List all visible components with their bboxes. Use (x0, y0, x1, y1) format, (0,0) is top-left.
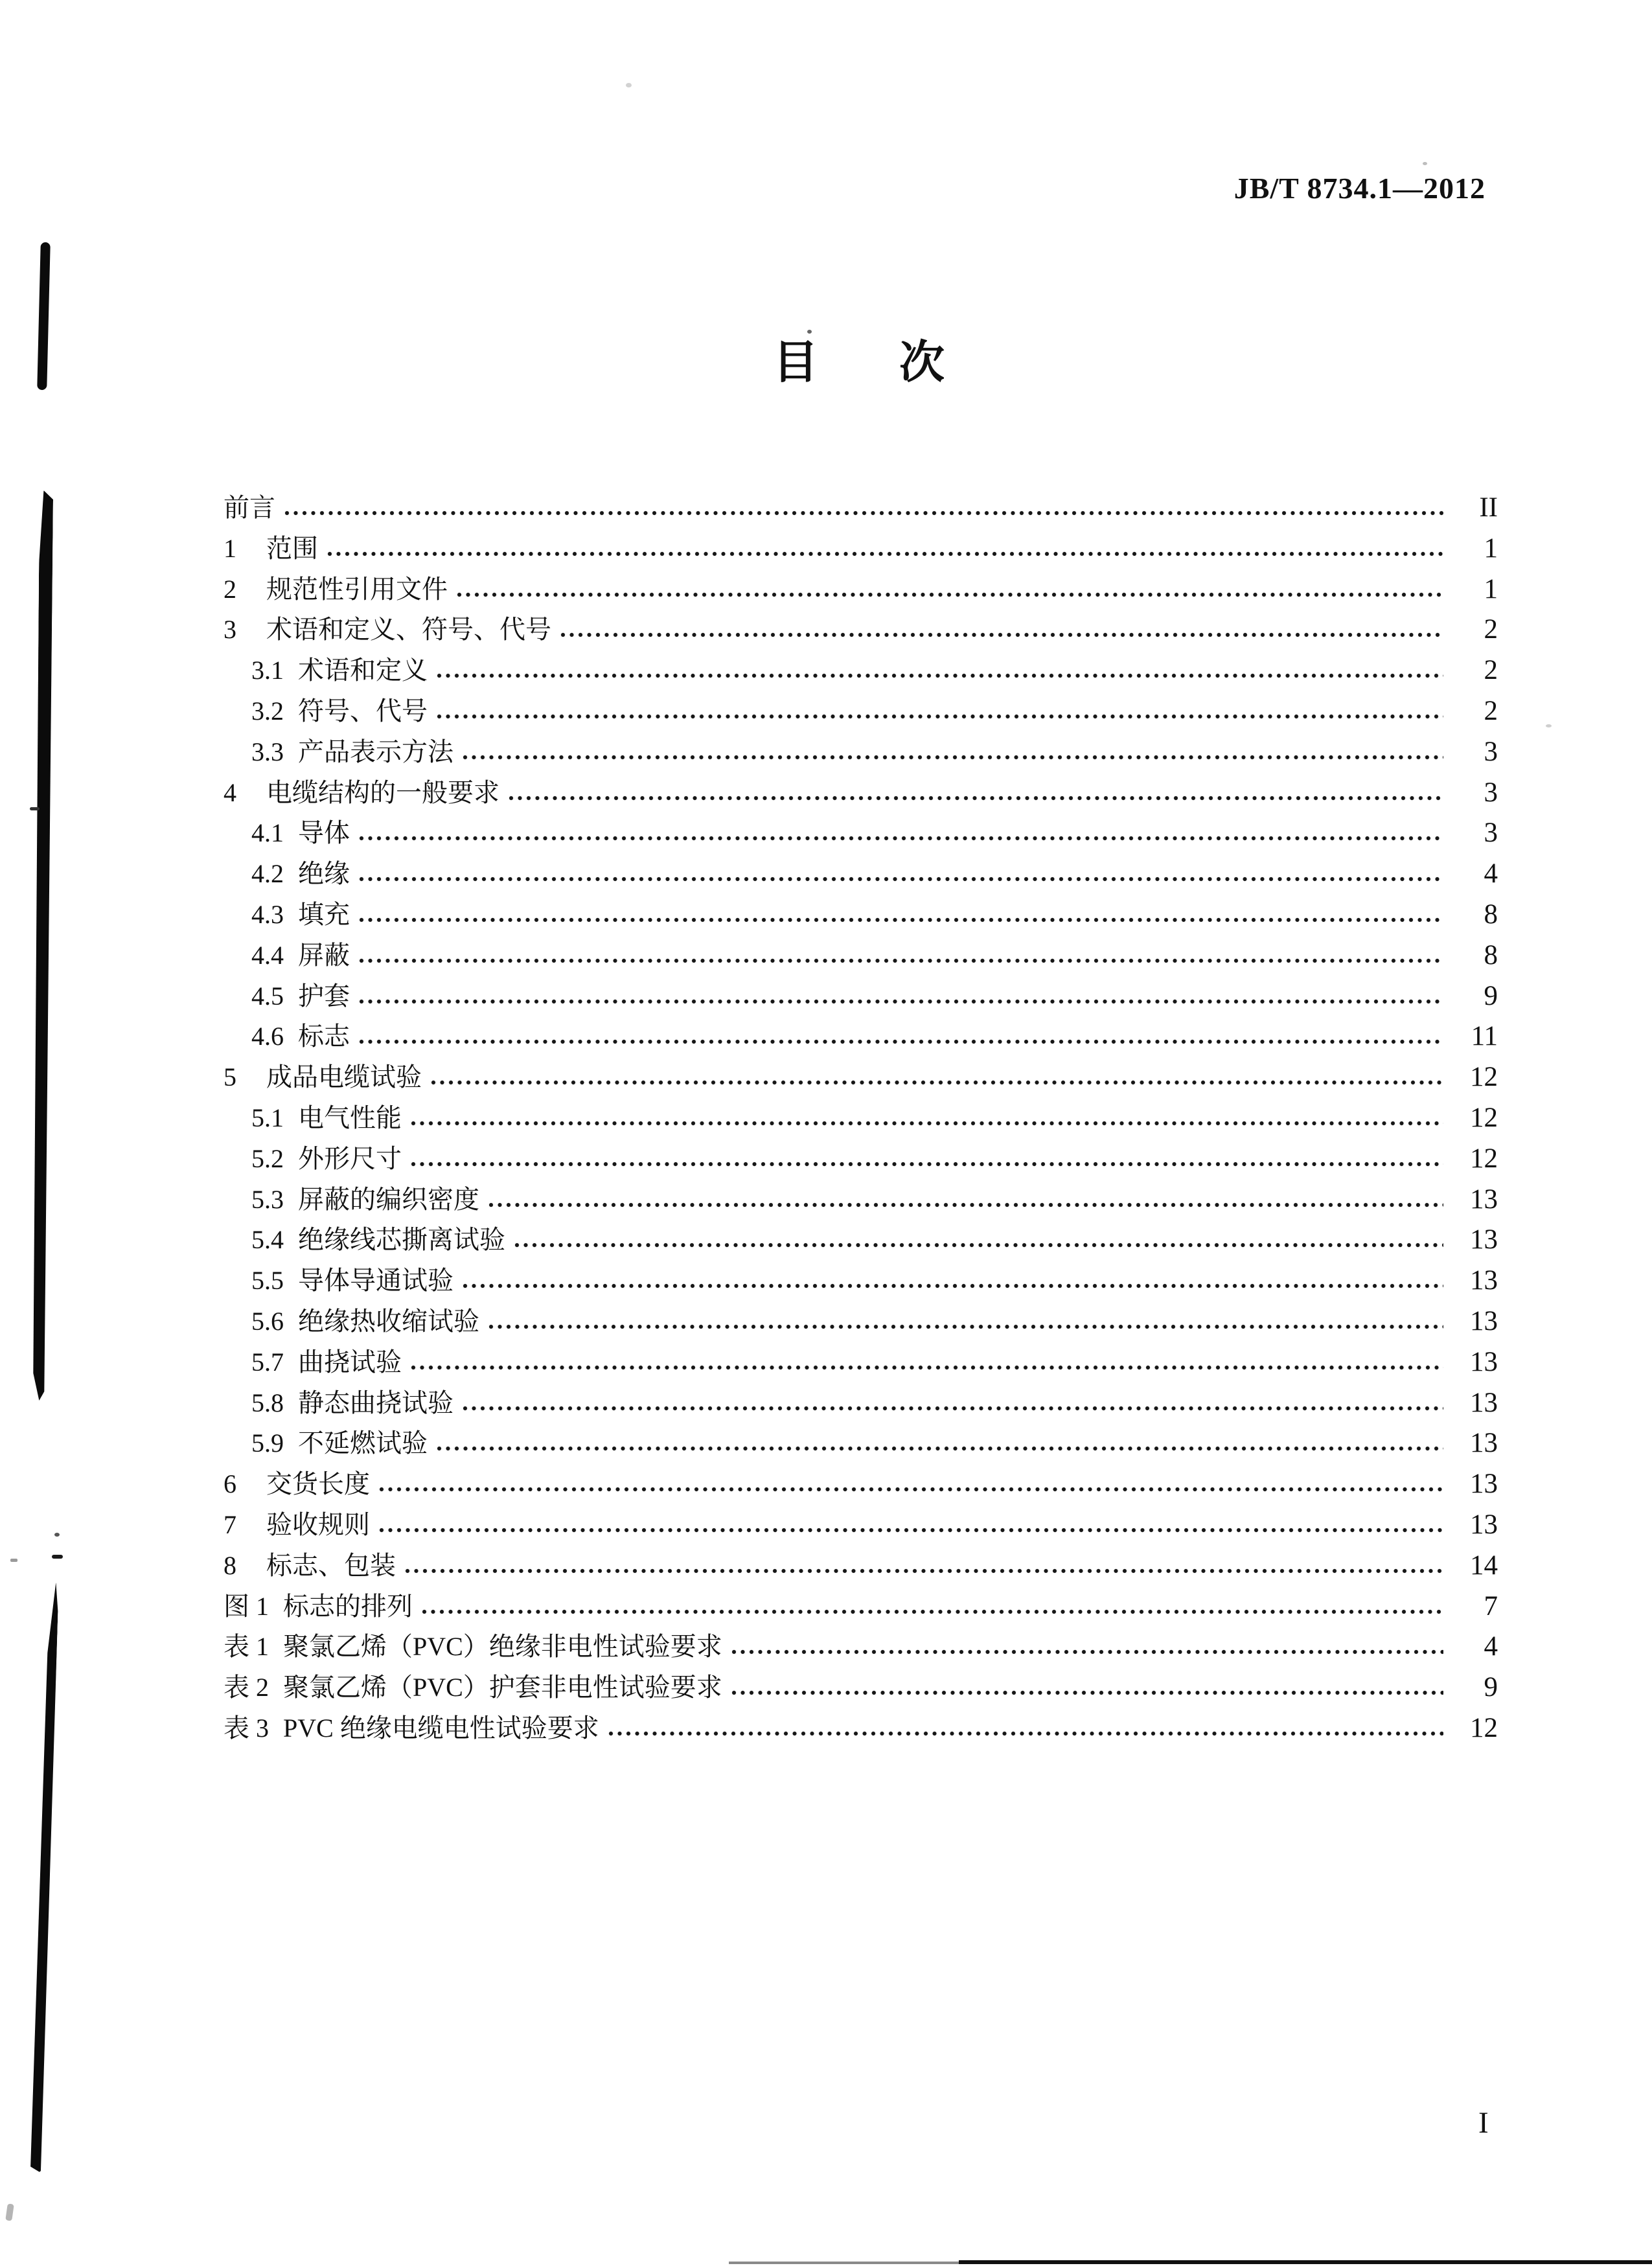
toc-entry (0, 1463, 1498, 1504)
toc-entry (0, 1423, 1498, 1463)
dot-leader (359, 998, 1443, 1005)
toc-entry (0, 731, 1498, 772)
toc-entry (0, 772, 1498, 813)
dot-leader (359, 876, 1443, 882)
toc-entry-label: PVC 绝缘电缆电性试验要求 (283, 1713, 599, 1743)
dot-leader (608, 1730, 1443, 1737)
toc-entry-page-number: 2 (1484, 614, 1498, 645)
toc-entry-label: 前言 (224, 493, 275, 522)
toc-entry (0, 569, 1498, 610)
toc-entry-page-number: 4 (1484, 1631, 1498, 1662)
toc-entry-label: 范围 (266, 533, 318, 563)
toc-entry-page-number: 2 (1484, 695, 1498, 726)
dot-leader (405, 1568, 1443, 1574)
table-of-contents (0, 487, 1498, 1748)
toc-entry-number: 5.9 (251, 1428, 284, 1458)
toc-entry-page-number: 12 (1470, 1712, 1498, 1743)
toc-entry-page-number: 4 (1484, 858, 1498, 889)
dot-leader (731, 1649, 1443, 1655)
dot-leader (411, 1364, 1443, 1371)
toc-entry (0, 935, 1498, 976)
toc-entry-number: 3.3 (251, 737, 284, 766)
dot-leader (437, 672, 1443, 679)
scan-speck (1423, 162, 1427, 165)
toc-entry (0, 609, 1498, 650)
toc-entry-label: 导体 (298, 818, 350, 848)
toc-entry-number: 表 2 (224, 1673, 269, 1702)
toc-entry-page-number: 7 (1484, 1590, 1498, 1621)
toc-entry-number: 1 (224, 533, 236, 563)
toc-entry (0, 976, 1498, 1016)
toc-entry-number: 3.2 (251, 696, 284, 726)
toc-entry-page-number: II (1479, 492, 1498, 523)
toc-entry-label: 绝缘 (298, 859, 350, 889)
toc-entry-page-number: 9 (1484, 1672, 1498, 1703)
toc-entry-page-number: 13 (1470, 1184, 1498, 1215)
scan-speck (807, 330, 812, 334)
toc-entry-number: 4.4 (251, 940, 284, 970)
toc-entry (0, 1626, 1498, 1667)
toc-entry (0, 1667, 1498, 1708)
dot-leader (359, 1038, 1443, 1045)
toc-entry-page-number: 3 (1484, 777, 1498, 808)
toc-entry-number: 5.2 (251, 1143, 284, 1173)
scan-ink-streak (37, 242, 51, 390)
dot-leader (488, 1202, 1443, 1208)
toc-entry-number: 3 (224, 615, 236, 645)
toc-entry-label: 填充 (298, 899, 350, 929)
toc-entry-label: 绝缘热收缩试验 (298, 1306, 479, 1336)
toc-entry-page-number: 9 (1484, 980, 1498, 1011)
toc-entry-page-number: 13 (1470, 1428, 1498, 1459)
scan-ink-mark (52, 1555, 63, 1559)
toc-entry-label: 曲挠试验 (298, 1347, 402, 1377)
page-title (773, 338, 945, 388)
toc-entry (0, 1382, 1498, 1423)
toc-entry-label: 术语和定义 (298, 656, 428, 685)
toc-entry-number: 表 3 (224, 1713, 269, 1743)
toc-entry-label: 绝缘线芯撕离试验 (298, 1225, 505, 1255)
toc-entry-label: 成品电缆试验 (266, 1062, 422, 1092)
toc-entry-label: 外形尺寸 (298, 1143, 402, 1173)
toc-entry-page-number: 1 (1484, 533, 1498, 564)
toc-entry-number: 2 (224, 574, 236, 604)
dot-leader (379, 1527, 1443, 1533)
scan-edge-line (729, 2262, 961, 2264)
toc-entry-label: 聚氯乙烯（PVC）护套非电性试验要求 (283, 1673, 722, 1702)
toc-entry-page-number: 13 (1470, 1265, 1498, 1296)
toc-entry (0, 1708, 1498, 1748)
standard-number: JB/T 8734.1—2012 (1233, 172, 1486, 205)
toc-entry-number: 图 1 (224, 1591, 269, 1621)
toc-entry-number: 5.6 (251, 1306, 284, 1336)
toc-entry-number: 4.1 (251, 818, 284, 848)
page-title-char-2: 次 (899, 338, 945, 388)
dot-leader (359, 835, 1443, 842)
scan-speck (626, 83, 632, 87)
toc-entry-page-number: 14 (1470, 1550, 1498, 1581)
toc-entry (0, 1219, 1498, 1260)
dot-leader (437, 1445, 1443, 1452)
dot-leader (379, 1486, 1443, 1493)
dot-leader (437, 713, 1443, 720)
toc-entry-number: 4.3 (251, 899, 284, 929)
toc-entry-label: 静态曲挠试验 (298, 1388, 453, 1417)
toc-entry-page-number: 13 (1470, 1387, 1498, 1418)
toc-entry-number: 4 (224, 777, 236, 807)
toc-entry-page-number: 8 (1484, 899, 1498, 930)
scan-edge-line (959, 2260, 1652, 2264)
toc-entry (0, 894, 1498, 935)
toc-entry (0, 1138, 1498, 1179)
dot-leader (457, 591, 1443, 598)
toc-entry (0, 1545, 1498, 1586)
toc-entry-label: 规范性引用文件 (266, 574, 448, 604)
toc-entry-page-number: 12 (1470, 1062, 1498, 1093)
toc-entry-page-number: 12 (1470, 1102, 1498, 1133)
toc-entry (0, 1057, 1498, 1097)
toc-entry-label: 术语和定义、符号、代号 (266, 615, 551, 645)
toc-entry-number: 4.5 (251, 981, 284, 1011)
toc-entry-page-number: 11 (1471, 1021, 1498, 1052)
scan-speck (1546, 724, 1552, 727)
toc-entry-number: 4.2 (251, 859, 284, 889)
scan-ink-mark (30, 807, 40, 810)
toc-entry-label: 屏蔽 (298, 940, 350, 970)
toc-entry-page-number: 13 (1470, 1305, 1498, 1336)
toc-entry-label: 电缆结构的一般要求 (266, 777, 499, 807)
dot-leader (488, 1323, 1443, 1330)
scan-speck (10, 1559, 17, 1562)
toc-entry-number: 表 1 (224, 1632, 269, 1662)
dot-leader (560, 632, 1443, 638)
toc-entry-label: 产品表示方法 (298, 737, 453, 766)
toc-entry (0, 487, 1498, 528)
dot-leader (284, 510, 1443, 516)
page-title-char-1: 目 (773, 338, 818, 388)
page-folio-number: I (1478, 2106, 1489, 2140)
toc-entry (0, 691, 1498, 731)
toc-entry-label: 标志、包装 (266, 1550, 396, 1580)
toc-entry-number: 8 (224, 1550, 236, 1580)
toc-entry-page-number: 3 (1484, 736, 1498, 767)
toc-entry (0, 650, 1498, 691)
toc-entry-label: 标志 (298, 1022, 350, 1051)
dot-leader (509, 795, 1443, 801)
toc-entry (0, 812, 1498, 853)
toc-entry-number: 5.8 (251, 1388, 284, 1417)
toc-entry (0, 1097, 1498, 1138)
dot-leader (422, 1609, 1443, 1615)
dot-leader (327, 551, 1443, 557)
toc-entry (0, 1504, 1498, 1545)
dot-leader (463, 1405, 1443, 1412)
toc-entry-number: 5.1 (251, 1103, 284, 1132)
toc-entry-page-number: 13 (1470, 1509, 1498, 1540)
toc-entry-page-number: 13 (1470, 1469, 1498, 1500)
dot-leader (463, 754, 1443, 761)
toc-entry-number: 5.7 (251, 1347, 284, 1377)
toc-entry-label: 电气性能 (298, 1103, 402, 1132)
toc-entry-label: 导体导通试验 (298, 1266, 453, 1296)
toc-entry (0, 1342, 1498, 1382)
toc-entry (0, 528, 1498, 569)
toc-entry-label: 聚氯乙烯（PVC）绝缘非电性试验要求 (283, 1632, 722, 1662)
toc-entry-label: 交货长度 (266, 1469, 370, 1499)
toc-entry-page-number: 1 (1484, 573, 1498, 604)
toc-entry (0, 1301, 1498, 1342)
toc-entry (0, 1016, 1498, 1057)
dot-leader (431, 1079, 1443, 1086)
toc-entry-number: 5.3 (251, 1184, 284, 1214)
toc-entry (0, 1586, 1498, 1627)
dot-leader (411, 1161, 1443, 1167)
scan-ink-mark (54, 1533, 60, 1537)
toc-entry (0, 853, 1498, 894)
toc-entry-label: 标志的排列 (283, 1591, 413, 1621)
toc-entry-number: 6 (224, 1469, 236, 1499)
toc-entry (0, 1260, 1498, 1301)
dot-leader (359, 957, 1443, 964)
toc-entry-page-number: 8 (1484, 939, 1498, 970)
scan-speck (5, 2203, 14, 2221)
toc-entry-label: 验收规则 (266, 1509, 370, 1539)
dot-leader (731, 1690, 1443, 1696)
toc-entry-number: 3.1 (251, 656, 284, 685)
toc-entry-number: 5.5 (251, 1266, 284, 1296)
toc-entry-label: 不延燃试验 (298, 1428, 428, 1458)
toc-entry-number: 5 (224, 1062, 236, 1092)
dot-leader (514, 1242, 1443, 1248)
toc-entry-page-number: 12 (1470, 1143, 1498, 1174)
toc-entry-number: 4.6 (251, 1022, 284, 1051)
dot-leader (359, 917, 1443, 923)
toc-entry (0, 1179, 1498, 1220)
toc-entry-label: 符号、代号 (298, 696, 428, 726)
toc-entry-page-number: 3 (1484, 818, 1498, 849)
toc-entry-number: 5.4 (251, 1225, 284, 1255)
toc-entry-label: 屏蔽的编织密度 (298, 1184, 479, 1214)
toc-entry-page-number: 2 (1484, 655, 1498, 686)
toc-entry-page-number: 13 (1470, 1224, 1498, 1255)
toc-entry-label: 护套 (298, 981, 350, 1011)
toc-entry-page-number: 13 (1470, 1346, 1498, 1377)
dot-leader (411, 1120, 1443, 1127)
toc-entry-number: 7 (224, 1509, 236, 1539)
dot-leader (463, 1283, 1443, 1289)
